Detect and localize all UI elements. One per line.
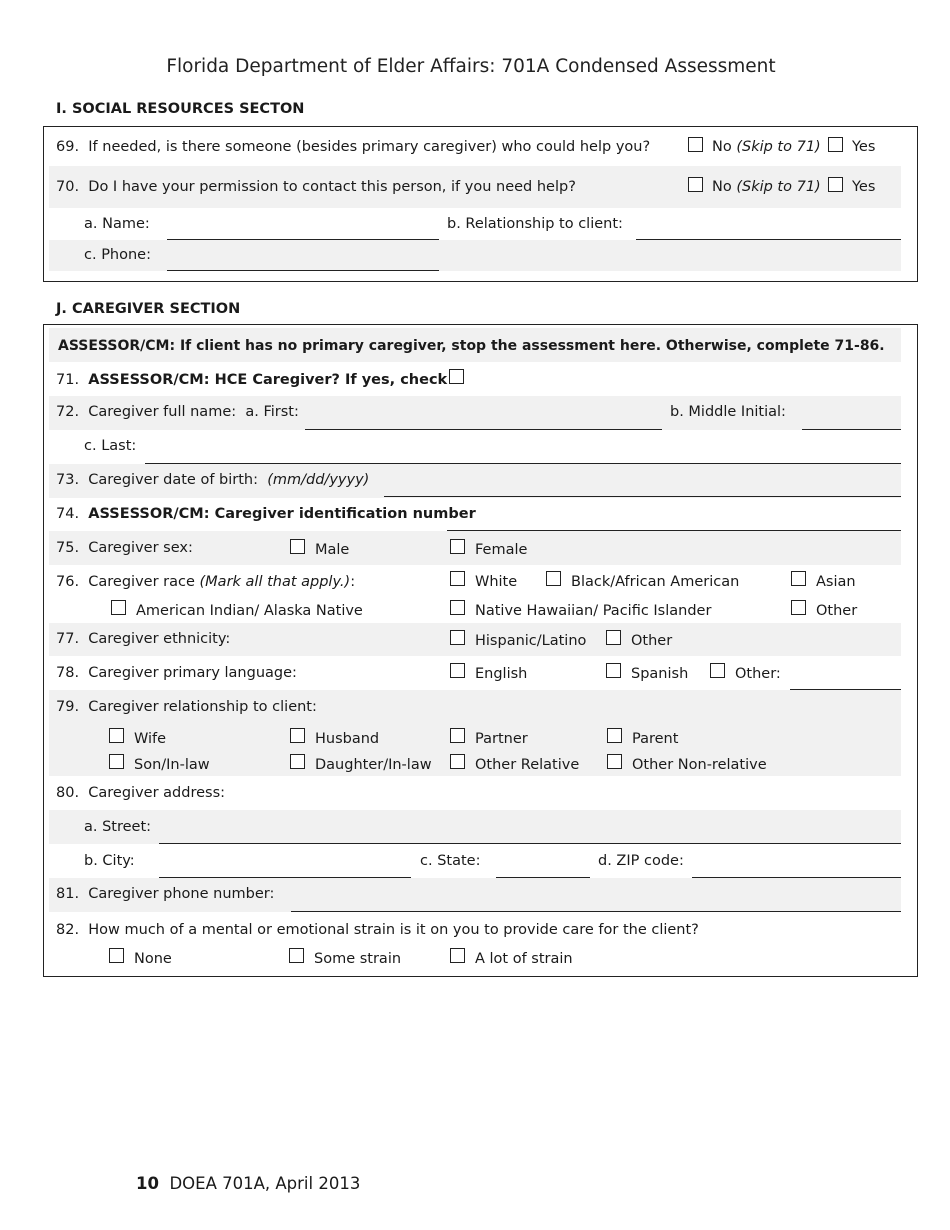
q70-no-checkbox[interactable]	[688, 177, 703, 192]
city-label: b. City:	[84, 853, 135, 869]
assessor-instruction: ASSESSOR/CM: If client has no primary caregiver, stop the assessment here. Otherwise, complete 71-86.	[58, 338, 885, 354]
relationship-wife-checkbox[interactable]	[109, 728, 124, 743]
q71-hce-caregiver-checkbox[interactable]	[449, 369, 464, 384]
question-79: 79. Caregiver relationship to client:	[56, 699, 317, 715]
caregiver-zip-field[interactable]	[692, 877, 901, 878]
race-asian-checkbox[interactable]	[791, 571, 806, 586]
caregiver-city-field[interactable]	[159, 877, 411, 878]
strain-none-label: None	[134, 951, 172, 967]
race-white-checkbox[interactable]	[450, 571, 465, 586]
question-75: 75. Caregiver sex:	[56, 540, 193, 556]
language-spanish-checkbox[interactable]	[606, 663, 621, 678]
language-other-checkbox[interactable]	[710, 663, 725, 678]
caregiver-state-field[interactable]	[496, 877, 590, 878]
question-71: 71. ASSESSOR/CM: HCE Caregiver? If yes, check	[56, 372, 448, 388]
name-label: a. Name:	[84, 216, 150, 232]
sex-female-checkbox[interactable]	[450, 539, 465, 554]
race-american-indian-label: American Indian/ Alaska Native	[136, 603, 363, 619]
language-spanish-label: Spanish	[631, 666, 689, 682]
page-number: 10	[136, 1174, 159, 1193]
phone-label: c. Phone:	[84, 247, 151, 263]
caregiver-first-name-field[interactable]	[305, 429, 662, 430]
strain-alot-label: A lot of strain	[475, 951, 573, 967]
middle-initial-label: b. Middle Initial:	[670, 404, 786, 420]
race-white-label: White	[475, 574, 518, 590]
q70-yes-label: Yes	[852, 179, 876, 195]
section-j-heading: J. CAREGIVER SECTION	[56, 301, 241, 317]
caregiver-last-name-field[interactable]	[145, 463, 901, 464]
q70-no-label: No (Skip to 71)	[712, 179, 821, 195]
language-other-label: Other:	[735, 666, 781, 682]
section-i-heading: I. SOCIAL RESOURCES SECTON	[56, 101, 305, 117]
relationship-partner-label: Partner	[475, 731, 528, 747]
race-black-label: Black/African American	[571, 574, 740, 590]
relationship-daughter-label: Daughter/In-law	[315, 757, 432, 773]
relationship-other-nonrelative-checkbox[interactable]	[607, 754, 622, 769]
language-other-field[interactable]	[790, 689, 901, 690]
question-82: 82. How much of a mental or emotional strain is it on you to provide care for the client?	[56, 922, 699, 938]
ethnicity-hispanic-label: Hispanic/Latino	[475, 633, 587, 649]
relationship-son-label: Son/In-law	[134, 757, 210, 773]
question-76: 76. Caregiver race (Mark all that apply.):	[56, 574, 356, 590]
question-80: 80. Caregiver address:	[56, 785, 226, 801]
q69-yes-checkbox[interactable]	[828, 137, 843, 152]
ethnicity-hispanic-checkbox[interactable]	[450, 630, 465, 645]
relationship-wife-label: Wife	[134, 731, 167, 747]
strain-alot-checkbox[interactable]	[450, 948, 465, 963]
name-field[interactable]	[167, 239, 439, 240]
ethnicity-other-label: Other	[631, 633, 673, 649]
race-american-indian-checkbox[interactable]	[111, 600, 126, 615]
race-asian-label: Asian	[816, 574, 856, 590]
race-other-label: Other	[816, 603, 858, 619]
question-70: 70. Do I have your permission to contact this person, if you need help?	[56, 179, 576, 195]
caregiver-dob-field[interactable]	[384, 496, 901, 497]
race-other-checkbox[interactable]	[791, 600, 806, 615]
ethnicity-other-checkbox[interactable]	[606, 630, 621, 645]
q69-yes-label: Yes	[852, 139, 876, 155]
relationship-son-checkbox[interactable]	[109, 754, 124, 769]
question-77: 77. Caregiver ethnicity:	[56, 631, 231, 647]
row-shade	[49, 810, 901, 844]
caregiver-street-field[interactable]	[159, 843, 901, 844]
question-74: 74. ASSESSOR/CM: Caregiver identification number	[56, 506, 476, 522]
language-english-label: English	[475, 666, 528, 682]
question-81: 81. Caregiver phone number:	[56, 886, 275, 902]
caregiver-middle-initial-field[interactable]	[802, 429, 901, 430]
relationship-daughter-checkbox[interactable]	[290, 754, 305, 769]
question-78: 78. Caregiver primary language:	[56, 665, 297, 681]
race-native-hawaiian-checkbox[interactable]	[450, 600, 465, 615]
relationship-parent-label: Parent	[632, 731, 679, 747]
relationship-other-relative-checkbox[interactable]	[450, 754, 465, 769]
q69-no-label: No (Skip to 71)	[712, 139, 821, 155]
strain-some-checkbox[interactable]	[289, 948, 304, 963]
form-id: DOEA 701A, April 2013	[169, 1174, 361, 1193]
page-footer	[136, 1174, 360, 1193]
question-73: 73. Caregiver date of birth: (mm/dd/yyyy)	[56, 472, 370, 488]
strain-none-checkbox[interactable]	[109, 948, 124, 963]
street-label: a. Street:	[84, 819, 152, 835]
question-72: 72. Caregiver full name: a. First:	[56, 404, 299, 420]
page-title: Florida Department of Elder Affairs: 701A Condensed Assessment	[166, 56, 776, 77]
sex-female-label: Female	[475, 542, 528, 558]
language-english-checkbox[interactable]	[450, 663, 465, 678]
caregiver-phone-field[interactable]	[291, 911, 901, 912]
relationship-husband-checkbox[interactable]	[290, 728, 305, 743]
phone-field[interactable]	[167, 270, 439, 271]
relationship-husband-label: Husband	[315, 731, 380, 747]
row-shade	[49, 240, 901, 271]
relationship-label: b. Relationship to client:	[447, 216, 623, 232]
sex-male-label: Male	[315, 542, 350, 558]
relationship-partner-checkbox[interactable]	[450, 728, 465, 743]
relationship-parent-checkbox[interactable]	[607, 728, 622, 743]
question-69: 69. If needed, is there someone (besides primary caregiver) who could help you?	[56, 139, 651, 155]
q69-no-checkbox[interactable]	[688, 137, 703, 152]
race-black-checkbox[interactable]	[546, 571, 561, 586]
last-name-label: c. Last:	[84, 438, 137, 454]
strain-some-label: Some strain	[314, 951, 402, 967]
race-native-hawaiian-label: Native Hawaiian/ Pacific Islander	[475, 603, 712, 619]
zip-label: d. ZIP code:	[598, 853, 684, 869]
state-label: c. State:	[420, 853, 481, 869]
q70-yes-checkbox[interactable]	[828, 177, 843, 192]
relationship-other-relative-label: Other Relative	[475, 757, 580, 773]
sex-male-checkbox[interactable]	[290, 539, 305, 554]
relationship-field[interactable]	[636, 239, 901, 240]
relationship-other-nonrelative-label: Other Non-relative	[632, 757, 767, 773]
caregiver-id-field[interactable]	[447, 530, 901, 531]
